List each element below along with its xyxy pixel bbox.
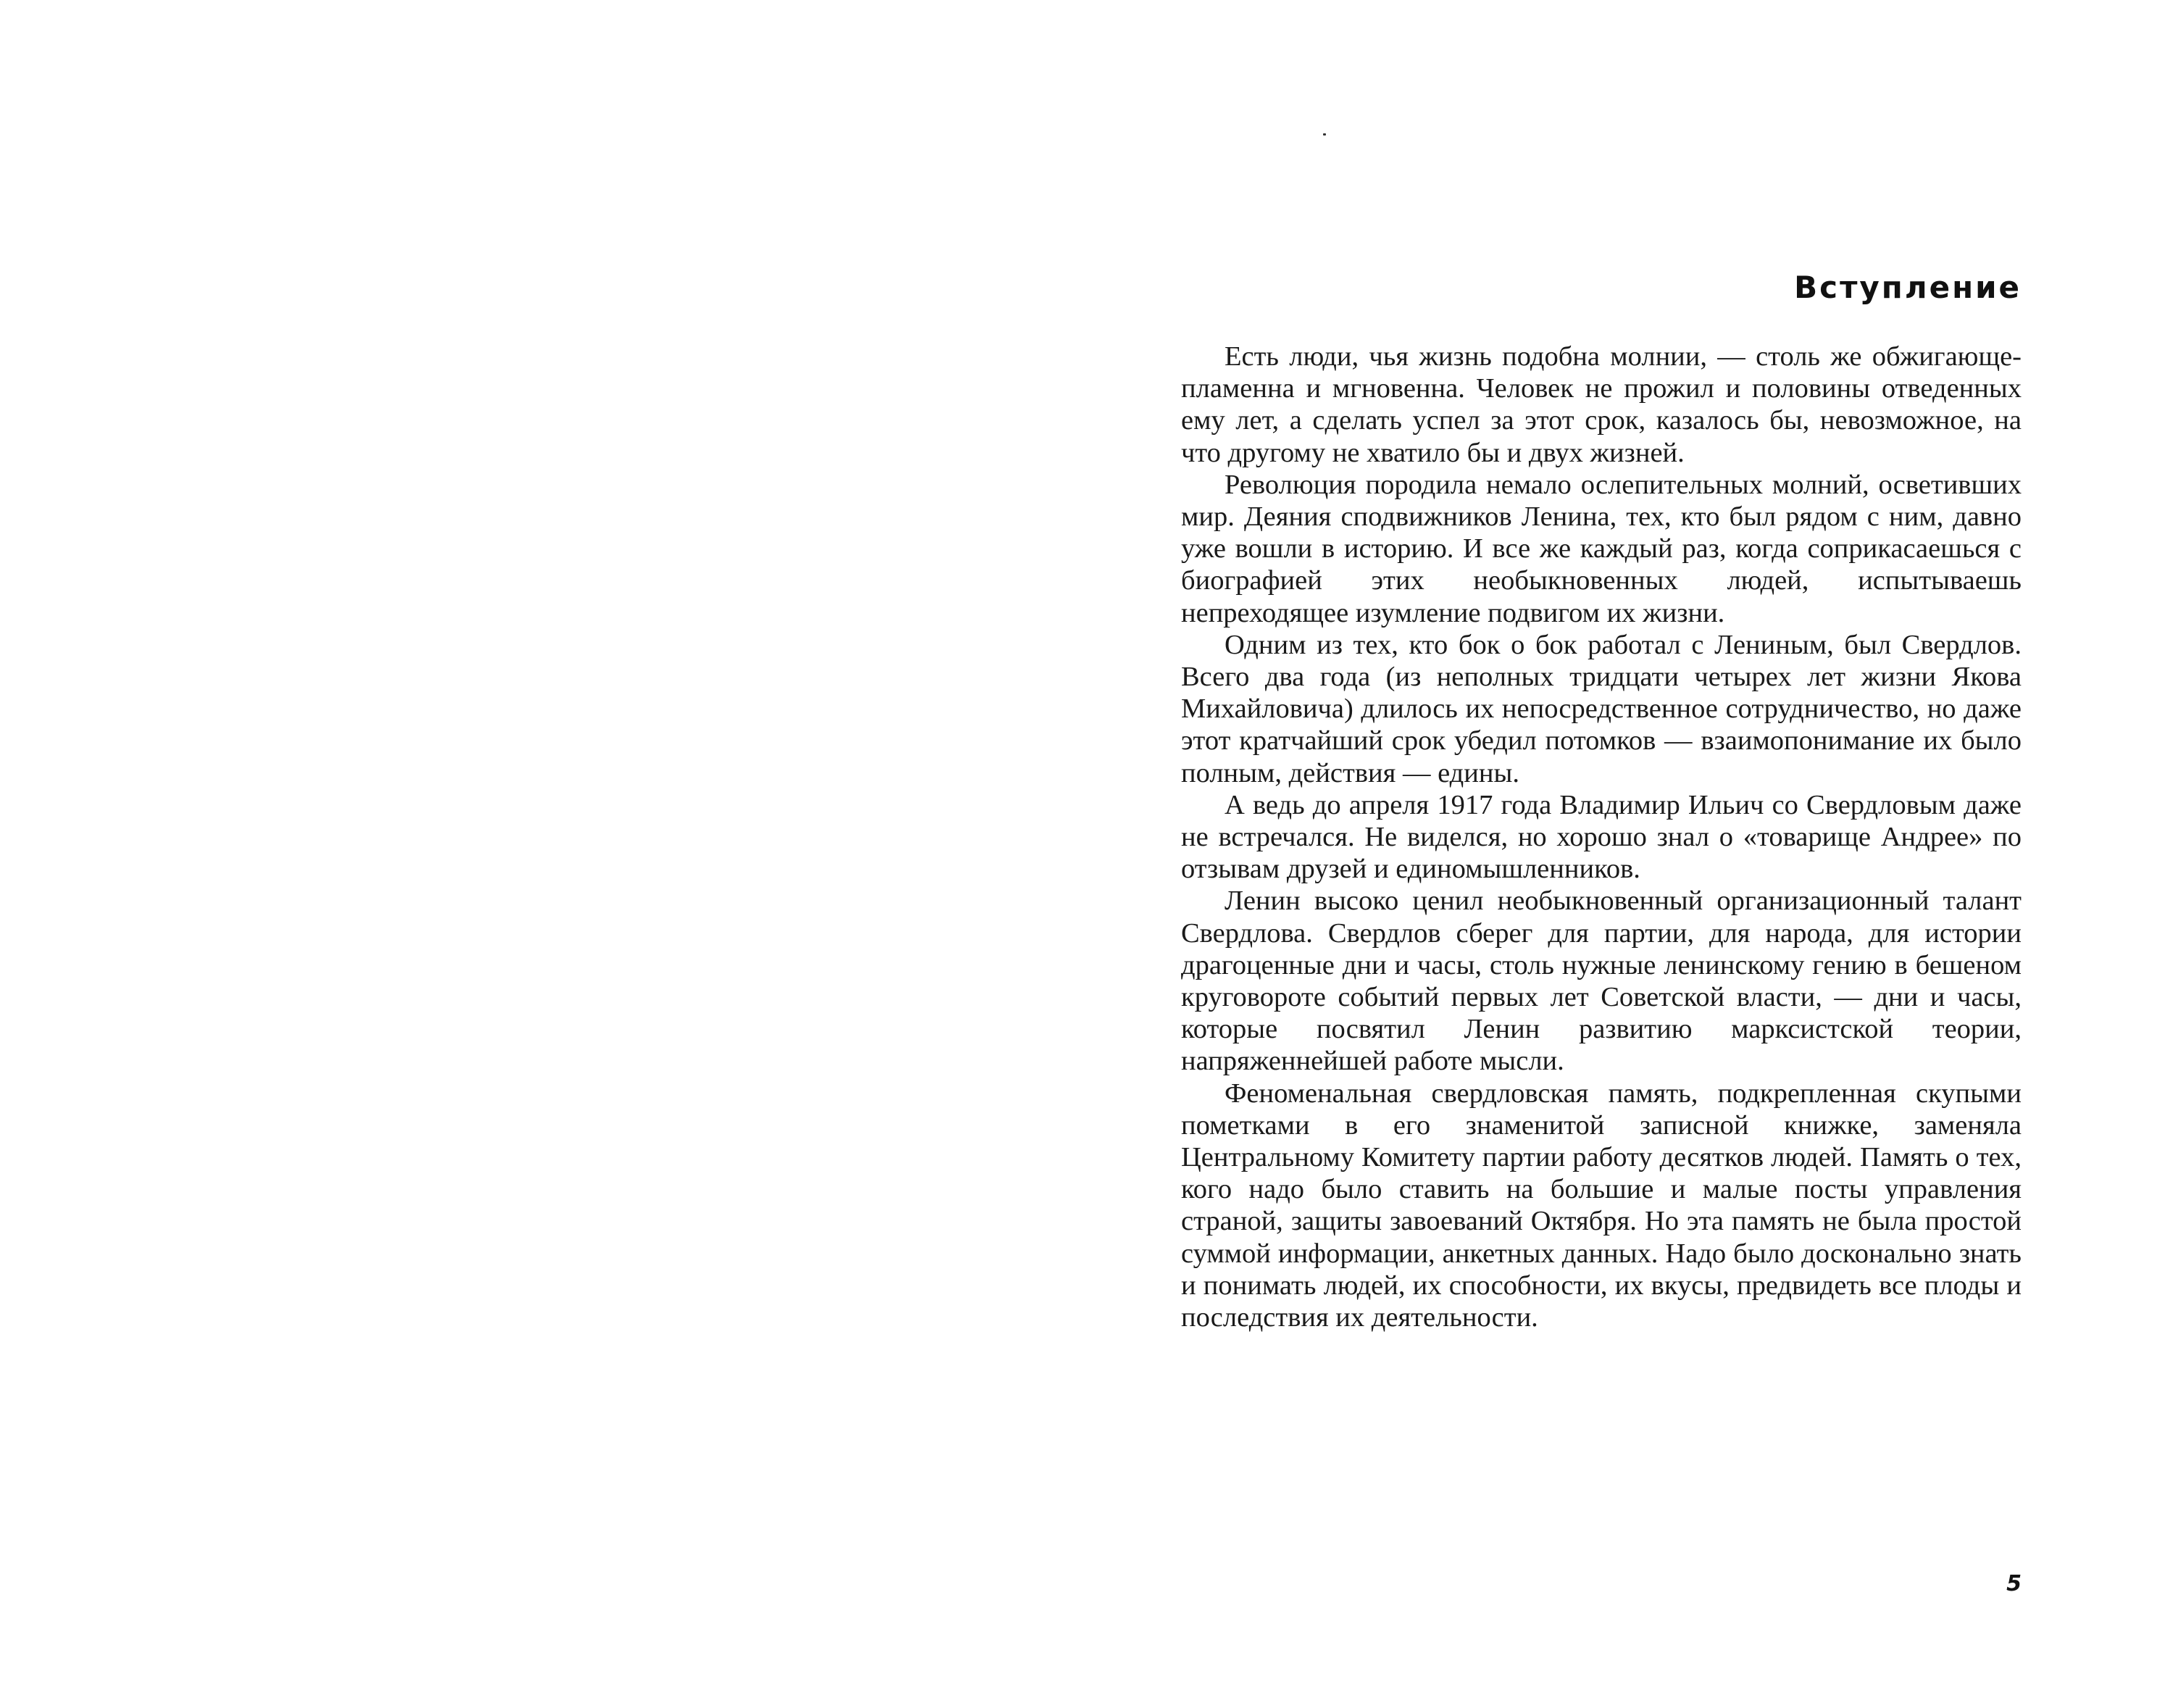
paragraph-4: А ведь до апреля 1917 года Владимир Ильич со Свердловым даже не встречался. Не виделся, но хорошо знал о «товарище Андрее» по отзывам друзей и единомышленников. [1181, 789, 2022, 885]
paragraph-6: Феноменальная свердловская память, подкрепленная скупыми пометками в его знаменитой записной книжке, заменяла Центральному Комитету партии работу десятков людей. Память о тех, кого надо было ставить на большие и малые посты управления страной, защиты завоеваний Октября. Но эта память не была простой суммой информации, анкетных данных. Надо было досконально знать и понимать людей, их способности, их вкусы, предвидеть все плоды и последствия их деятельности. [1181, 1078, 2022, 1333]
paragraph-1: Есть люди, чья жизнь подобна молнии, — столь же обжигающе-пламенна и мгновенна. Человек не прожил и половины отведенных ему лет, а сделать успел за этот срок, казалось бы, невозможное, на что другому не хватило бы и двух жизней. [1181, 341, 2022, 468]
body-text [1181, 341, 2022, 1333]
page-number: 5 [2006, 1571, 2022, 1596]
chapter-title: Вступление [1794, 270, 2022, 305]
paragraph-3: Одним из тех, кто бок о бок работал с Лениным, был Свердлов. Всего два года (из неполных тридцати четырех лет жизни Якова Михайловича) длилось их непосредственное сотрудничество, но даже этот кратчайший срок убедил потомков — взаимопонимание их было полным, действия — едины. [1181, 629, 2022, 788]
paragraph-5: Ленин высоко ценил необыкновенный организационный талант Свердлова. Свердлов сберег для партии, для народа, для истории драгоценные дни и часы, столь нужные ленинскому гению в бешеном круговороте событий первых лет Советской власти, — дни и часы, которые посвятил Ленин развитию марксистской теории, напряженнейшей работе мысли. [1181, 886, 2022, 1077]
paragraph-2: Революция породила немало ослепительных молний, осветивших мир. Деяния сподвижников Ленина, тех, кто был рядом с ним, давно уже вошли в историю. И все же каждый раз, когда соприкасаешься с биографией этих необыкновенных людей, испытываешь непреходящее изумление подвигом их жизни. [1181, 469, 2022, 628]
left-page-blank [0, 0, 1082, 1708]
